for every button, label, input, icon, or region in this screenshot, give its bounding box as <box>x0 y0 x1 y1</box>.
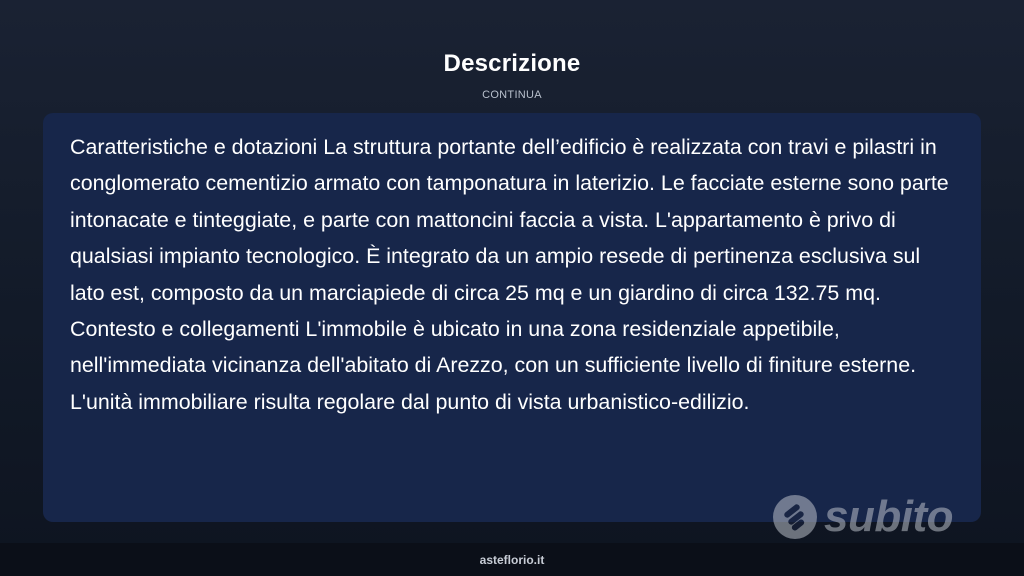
page-title: Descrizione <box>443 50 581 77</box>
description-text: Caratteristiche e dotazioni La struttura portante dell’edificio è realizzata con travi e pilastri in conglomerato cementizio armato con tamponatura in laterizio. Le facciate esterne sono parte intonacate e tinteggiate, e parte con mattoncini faccia a vista. L'appartamento è privo di qualsiasi impianto tecnologico. È integrato da un ampio resede di pertinenza esclusiva sul lato est, composto da un marciapiede di circa 25 mq e un giardino di circa 132.75 mq. Contesto e collegamenti L'immobile è ubicato in una zona residenziale appetibile, nell'immediata vicinanza dell'abitato di Arezzo, con un sufficiente livello di finiture esterne. L'unità immobiliare risulta regolare dal punto di vista urbanistico-edilizio. <box>70 135 949 414</box>
page-subtitle: CONTINUA <box>482 89 542 101</box>
subito-logo-icon <box>772 494 818 540</box>
footer-source: asteflorio.it <box>479 553 545 567</box>
subito-watermark <box>772 492 972 542</box>
watermark-text: subito <box>824 492 953 541</box>
description-card <box>43 113 981 522</box>
